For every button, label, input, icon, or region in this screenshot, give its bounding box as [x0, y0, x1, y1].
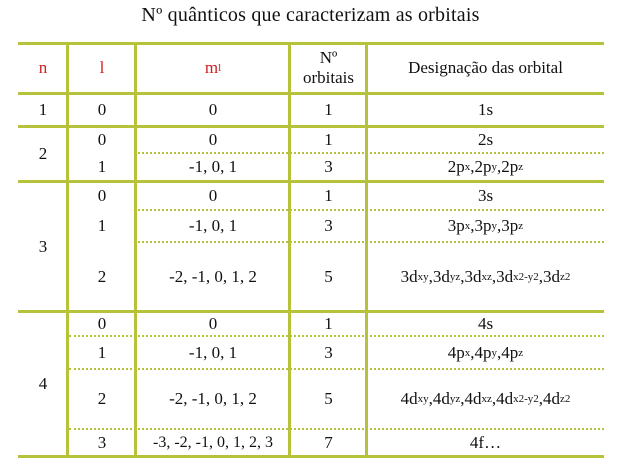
ml-values: 0 [208, 130, 218, 149]
header-orbital-count [290, 44, 367, 92]
ml-values: -2, -1, 0, 1, 2 [169, 266, 257, 286]
header-orbital-count-line1: Nº [319, 48, 338, 67]
ml-values: 0 [208, 186, 218, 205]
ml-values: 0 [208, 100, 218, 119]
orbital-designation: 4p x , 4p y , 4p z [447, 342, 524, 362]
orbital-designation: 4s [477, 314, 494, 333]
orbital-designation: 3p x , 3p y , 3p z [447, 216, 524, 235]
orbital-count: 5 [324, 266, 333, 286]
table-border-bottom [18, 455, 604, 458]
header-ml: m l [204, 58, 222, 77]
ml-values: -1, 0, 1 [188, 216, 238, 235]
orbital-designation: 4d xy , 4d yz , 4d xz , 4d x2-y2 , 4d z 2 [400, 389, 571, 408]
page-title: Nº quânticos que caracterizam as orbitais [141, 4, 480, 26]
header-n: n [38, 58, 48, 77]
orbital-designation: 2p x , 2p y , 2p z [447, 157, 524, 176]
l-value: 0 [97, 314, 107, 333]
orbital-designation: 4f… [469, 432, 502, 452]
l-value: 1 [97, 157, 107, 176]
l-value: 1 [97, 216, 107, 235]
ml-values: -1, 0, 1 [188, 157, 238, 176]
orbital-designation: 1s [477, 100, 494, 119]
n-value: 2 [38, 144, 48, 163]
l-value: 0 [97, 130, 107, 149]
orbital-count: 3 [324, 157, 333, 176]
orbital-count: 3 [324, 342, 333, 362]
orbital-count: 1 [324, 186, 333, 205]
header-l: l [99, 58, 105, 77]
ml-values: -2, -1, 0, 1, 2 [169, 389, 257, 408]
l-value: 0 [97, 100, 107, 119]
n-value: 1 [38, 100, 48, 119]
orbital-count: 3 [324, 216, 333, 235]
header-orbital-count-line2: orbitais [303, 68, 354, 87]
quantum-numbers-table [18, 42, 604, 458]
ml-values: 0 [208, 314, 218, 333]
orbital-count: 1 [324, 130, 333, 149]
header-designation: Designação das orbital [408, 58, 563, 77]
ml-values: -3, -2, -1, 0, 1, 2, 3 [153, 433, 273, 451]
orbital-designation: 2s [477, 130, 494, 149]
l-value: 2 [97, 389, 107, 408]
l-value: 3 [97, 432, 107, 452]
orbital-designation: 3d xy , 3d yz , 3d xz , 3d x2-y2 , 3d z 2 [400, 266, 571, 286]
orbital-count: 1 [324, 100, 333, 119]
orbital-count: 5 [324, 389, 333, 408]
ml-values: -1, 0, 1 [188, 342, 238, 362]
l-value: 1 [97, 342, 107, 362]
orbital-count: 7 [324, 432, 333, 452]
orbital-count: 1 [324, 314, 333, 333]
orbital-designation: 3s [477, 186, 494, 205]
l-value: 0 [97, 186, 107, 205]
header-ml-symbol: m [204, 58, 219, 77]
l-value: 2 [97, 266, 107, 286]
n-value: 4 [38, 374, 48, 393]
n-value: 3 [38, 236, 48, 256]
